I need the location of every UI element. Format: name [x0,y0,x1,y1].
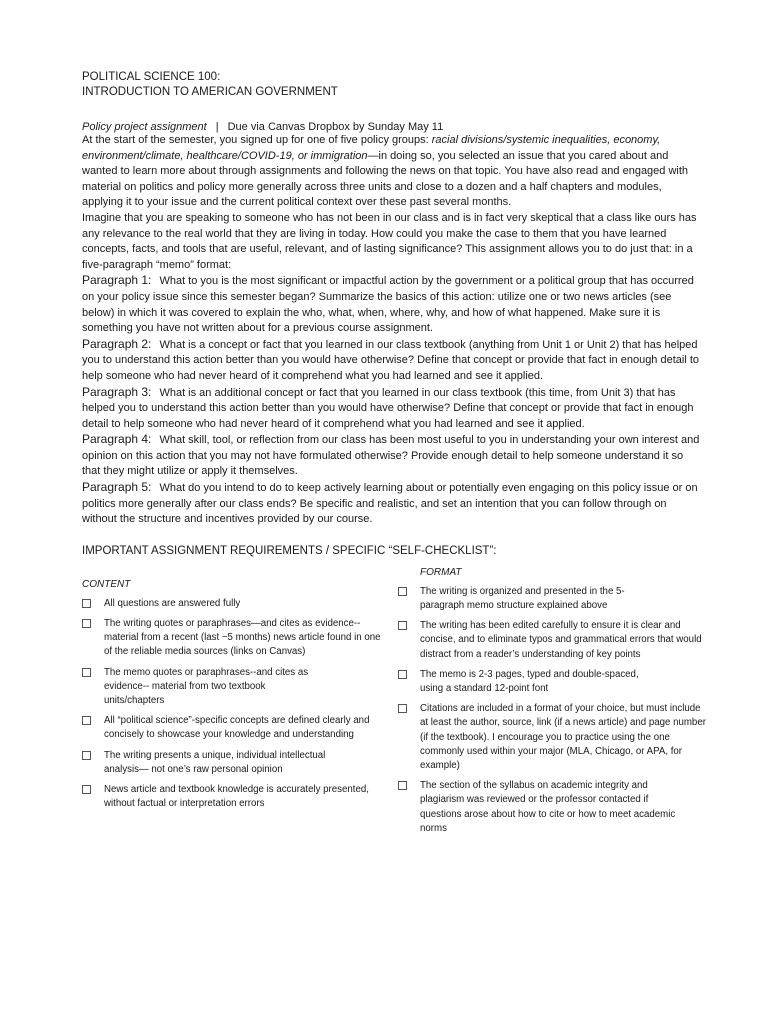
separator: | [215,121,219,133]
checkbox[interactable] [82,599,91,608]
checklist-item-text: The memo quotes or paraphrases--and cites as evidence-- material from two textbook units/chapters [104,666,309,707]
assignment-page [82,70,706,863]
intro-paragraph-2: Imagine that you are speaking to someone who has not been in our class and is in fact very skeptical that a class like ours has any relevance to the real world that they are living in today. How could you make the case to them that you have learned concepts, facts, and tools that are useful, relevant, and of lasting significance? This assignment allows you to do just that: in a five-paragraph “memo” format: [82,211,697,271]
checkbox[interactable] [82,785,91,794]
content-heading: CONTENT [82,578,131,590]
format-heading: FORMAT [420,566,462,578]
checkbox[interactable] [398,587,407,596]
course-title-line1: POLITICAL SCIENCE 100: [82,71,221,83]
checklist-item-text: All “political science”-specific concepts are defined clearly and concisely to showcase your knowledge and understanding [104,715,370,741]
checkbox[interactable] [398,704,407,713]
checklist-item-text: The memo is 2-3 pages, typed and double-spaced, using a standard 12-point font [420,668,639,695]
checklist-item-text: All questions are answered fully [104,597,241,609]
self-checklist [82,563,706,863]
paragraph-text: What do you intend to do to keep actively learning about or potentially even engaging on this policy issue or on politics more generally after our class ends? Be specific and realistic, and set an intention that you can follow through on without the structure and incentives provided by our course. [82,482,698,526]
paragraph-text: What is an additional concept or fact that you learned in our class textbook (this time, from Unit 3) that has helped you to understand this action better than you would have otherwise? Define that concept or provide that fact in enough detail to help someone who had never heard of it comprehend what you had learned and see it applied. [82,386,694,430]
content-checklist-item[interactable] [82,783,382,811]
checklist-item-text: Citations are included in a format of your choice, but must include at least the author, source, link (if a news article) and page number (if the textbook). I encourage you to practice using the one commonly used within your major (MLA, Chicago, or APA, for example) [420,703,706,772]
content-column [82,563,382,818]
course-title-line2: INTRODUCTION TO AMERICAN GOVERNMENT [82,86,338,98]
checklist-item-text: The writing has been edited carefully to ensure it is clear and concise, and to eliminate typos and grammatical errors that would distract from a reader’s understanding of key points [420,620,702,660]
format-checklist-item[interactable] [398,779,708,836]
assignment-name: Policy project assignment [82,121,207,133]
paragraph-3-prompt [82,385,702,433]
intro-paragraph-1 [82,133,702,211]
content-checklist-item[interactable] [82,666,382,709]
paragraph-label: Paragraph 5: [82,480,152,495]
content-checklist-item[interactable] [82,749,382,777]
content-checklist-item[interactable] [82,714,382,742]
paragraph-text: What skill, tool, or reflection from our class has been most useful to you in understanding your own interest and opinion on this action that you may not have formulated otherwise? Provide enough detail to help someone understand it so that they might utilize or apply it themselves. [82,434,700,478]
requirements-heading: IMPORTANT ASSIGNMENT REQUIREMENTS / SPECIFIC “SELF-CHECKLIST”: [82,544,497,557]
due-date: Due via Canvas Dropbox by Sunday May 11 [227,121,444,133]
paragraph-text: What is a concept or fact that you learned in our class textbook (anything from Unit 1 or Unit 2) that has helped you to understand this action better than you would have otherwise? Define that concept or provide that fact in enough detail to help someone who had never heard of it comprehend what you had learned and see it applied. [82,338,700,382]
checkbox[interactable] [82,619,91,628]
format-checklist-item[interactable] [398,585,708,613]
checkbox[interactable] [82,668,91,677]
paragraph-label: Paragraph 1: [82,273,152,288]
checkbox[interactable] [398,781,407,790]
assignment-subline [82,121,702,133]
format-checklist-item[interactable] [398,668,708,696]
checklist-item-text: The section of the syllabus on academic integrity and plagiarism was reviewed or the professor contacted if questions arose about how to cite or how to meet academic norms [420,780,676,834]
content-checklist-item[interactable] [82,597,382,611]
content-checklist-item[interactable] [82,617,382,660]
format-checklist-item[interactable] [398,702,708,773]
paragraph-2-prompt [82,337,702,385]
checkbox[interactable] [82,751,91,760]
format-checklist-item[interactable] [398,619,708,662]
format-column [398,563,708,842]
paragraph-5-prompt [82,480,702,528]
paragraph-label: Paragraph 2: [82,336,152,351]
paragraph-text: What to you is the most significant or impactful action by the government or a political group that has occurred on your policy issue since this semester began? Summarize the basics of this action: utilize one or two news articles (see below) in which it was covered to explain the who, what, when, where, why, and how of what happened. Make sure it is something you have not written about for a previous course assignment. [82,275,694,335]
paragraph-label: Paragraph 3: [82,384,152,399]
checklist-item-text: News article and textbook knowledge is accurately presented, without factual or interpretation errors [104,784,369,810]
policy-groups-list: racial divisions/systemic inequalities, economy, environment/climate, healthcare/COVID-19, or immigration [82,134,661,162]
checklist-item-text: The writing presents a unique, individual intellectual analysis— not one’s raw personal opinion [104,749,326,775]
paragraph-4-prompt [82,432,702,480]
checkbox[interactable] [398,621,407,630]
intro-p1-text: At the start of the semester, you signed up for one of five policy groups: [82,134,432,146]
paragraph-label: Paragraph 4: [82,432,152,447]
checklist-item-text: The writing is organized and presented in the 5-paragraph memo structure explained above [420,585,625,612]
paragraph-1-prompt [82,273,702,336]
checklist-item-text: The writing quotes or paraphrases—and cites as evidence--material from a recent (last ~5 months) news article found in one of the reliable media sources (links on Canvas) [104,618,381,658]
checkbox[interactable] [398,670,407,679]
intro-p1-continued: —in doing so, you selected an issue that you cared about and wanted to learn more about through assignments and following the news on that topic. You have also read and engaged with material on politics and policy more generally across three units and close to a dozen and a half chapters and modules, applying it to your issue and the current political context over these past several months. [82,149,689,209]
checkbox[interactable] [82,716,91,725]
